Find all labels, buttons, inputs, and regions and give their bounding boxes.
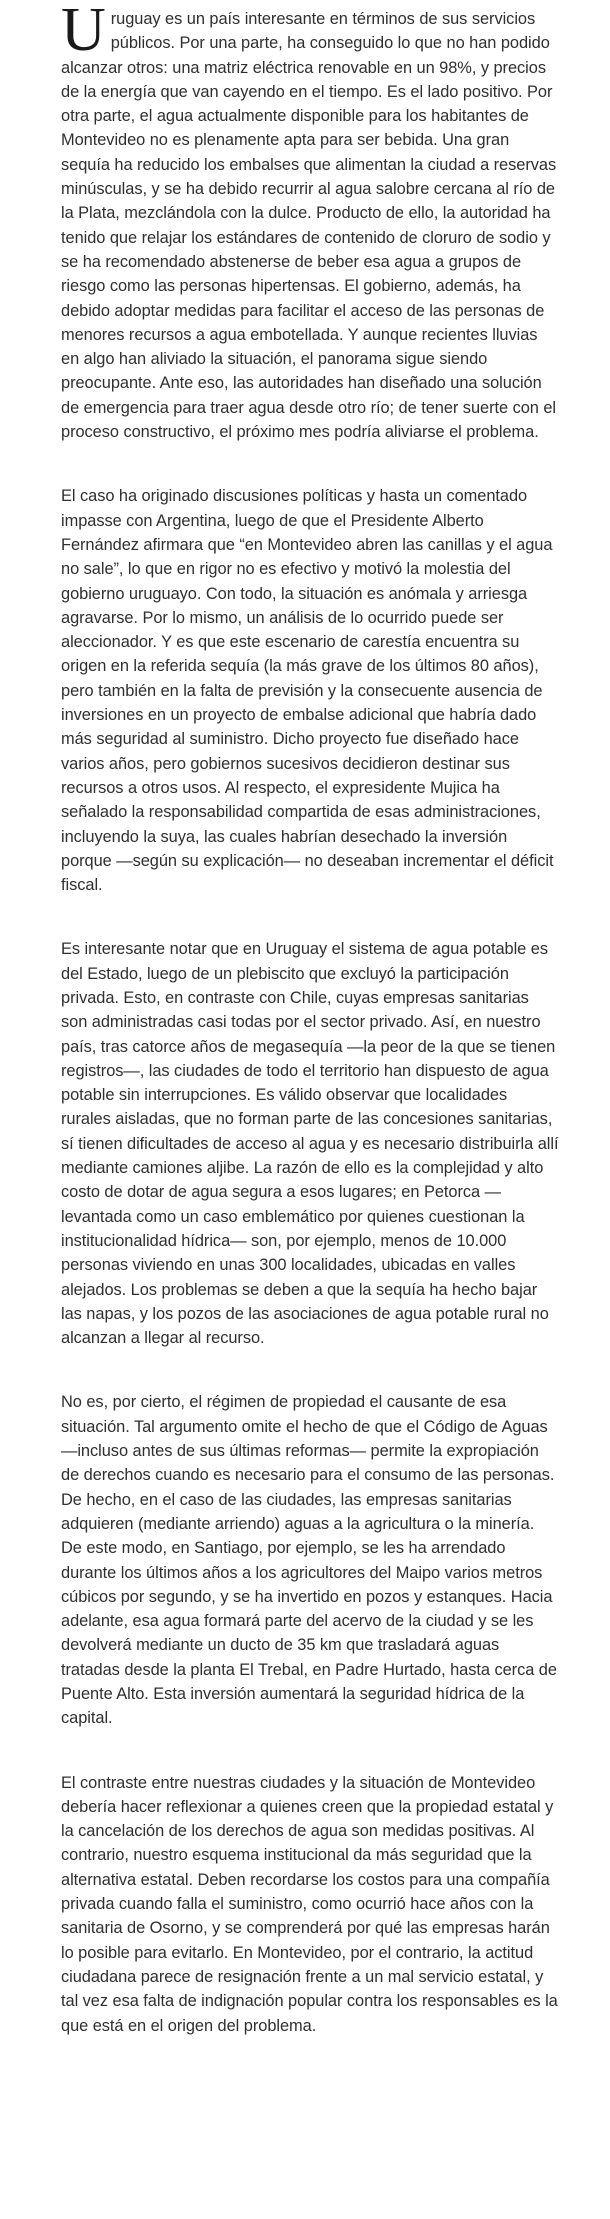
drop-cap: U [61,0,106,64]
paragraph-3: Es interesante notar que en Uruguay el sistema de agua potable es del Estado, luego de un plebiscito que excluyó la participación privada. Esto, en contraste con Chile, cuyas empresas sanitarias son administradas casi todas por el sector privado. Así, en nuestro país, tras catorce años de megasequía —la peor de la que se tienen registros—, las ciudades de todo el territorio han dispuesto de agua potable sin interrupciones. Es válido observar que localidades rurales aisladas, que no forman parte de las concesiones sanitarias, sí tienen dificultades de acceso al agua y es necesario distribuirla allí mediante camiones aljibe. La razón de ello es la complejidad y alto costo de dotar de agua segura a esos lugares; en Petorca —levantada como un caso emblemático por quienes cuestionan la institucionalidad hídrica— son, por ejemplo, menos de 10.000 personas viviendo en unas 300 localidades, ubicadas en valles alejados. Los problemas se deben a que la sequía ha hecho bajar las napas, y los pozos de las asociaciones de agua potable rural no alcanzan a llegar al recurso. [61,940,559,1348]
paragraph-5: El contraste entre nuestras ciudades y la situación de Montevideo debería hacer reflexionar a quienes creen que la propiedad estatal y la cancelación de los derechos de agua son medidas positivas. Al contrario, nuestro esquema institucional da más seguridad que la alternativa estatal. Deben recordarse los costos para una compañía privada cuando falla el suministro, como ocurrió hace años con la sanitaria de Osorno, y se comprenderá por qué las empresas harán lo posible para evitarlo. En Montevideo, por el contrario, la actitud ciudadana parece de resignación frente a un mal servicio estatal, y tal vez esa falta de indignación popular contra los responsables es la que está en el origen del problema. [61,1773,558,2035]
paragraph-4: No es, por cierto, el régimen de propiedad el causante de esa situación. Tal argumento omite el hecho de que el Código de Aguas —incluso antes de sus últimas reformas— permite la expropiación de derechos cuando es necesario para el consumo de las personas. De hecho, en el caso de las ciudades, las empresas sanitarias adquieren (mediante arriendo) aguas a la agricultura o la minería. De este modo, en Santiago, por ejemplo, se les ha arrendado durante los últimos años a los agricultores del Maipo varios metros cúbicos por segundo, y se ha invertido en pozos y estanques. Hacia adelante, esa agua formará parte del acervo de la ciudad y se les devolverá mediante un ducto de 35 km que trasladará aguas tratadas desde la planta El Trebal, en Padre Hurtado, hasta cerca de Puente Alto. Esta inversión aumentará la seguridad hídrica de la capital. [61,1393,557,1728]
paragraph-1 [61,0,559,444]
paragraph-2: El caso ha originado discusiones políticas y hasta un comentado impasse con Argentina, luego de que el Presidente Alberto Fernández afirmara que “en Montevideo abren las canillas y el agua no sale”, lo que en rigor no es efectivo y motivó la molestia del gobierno uruguayo. Con todo, la situación es anómala y arriesga agravarse. Por lo mismo, un análisis de lo ocurrido puede ser aleccionador. Y es que este escenario de carestía encuentra su origen en la referida sequía (la más grave de los últimos 80 años), pero también en la falta de previsión y la consecuente ausencia de inversiones en un proyecto de embalse adicional que habría dado más seguridad al suministro. Dicho proyecto fue diseñado hace varios años, pero gobiernos sucesivos decidieron destinar sus recursos a otros usos. Al respecto, el expresidente Mujica ha señalado la responsabilidad compartida de esas administraciones, incluyendo la suya, las cuales habrían desechado la inversión porque —según su explicación— no deseaban incrementar el déficit fiscal. [61,487,554,895]
paragraph-1-text: ruguay es un país interesante en términos de sus servicios públicos. Por una parte, ha conseguido lo que no han podido alcanzar otros: una matriz eléctrica renovable en un 98%, y precios de la energía que van cayendo en el tiempo. Es el lado positivo. Por otra parte, el agua actualmente disponible para los habitantes de Montevideo no es plenamente apta para ser bebida. Una gran sequía ha reducido los embalses que alimentan la ciudad a reservas minúsculas, y se ha debido recurrir al agua salobre cercana al río de la Plata, mezclándola con la dulce. Producto de ello, la autoridad ha tenido que relajar los estándares de contenido de cloruro de sodio y se ha recomendado abstenerse de beber esa agua a grupos de riesgo como las personas hipertensas. El gobierno, además, ha debido adoptar medidas para facilitar el acceso de las personas de menores recursos a agua embotellada. Y aunque recientes lluvias en algo han aliviado la situación, el panorama sigue siendo preocupante. Ante eso, las autoridades han diseñado una solución de emergencia para traer agua desde otro río; de tener suerte con el proceso constructivo, el próximo mes podría aliviarse el problema. [61,10,557,442]
article-body [61,0,559,2038]
